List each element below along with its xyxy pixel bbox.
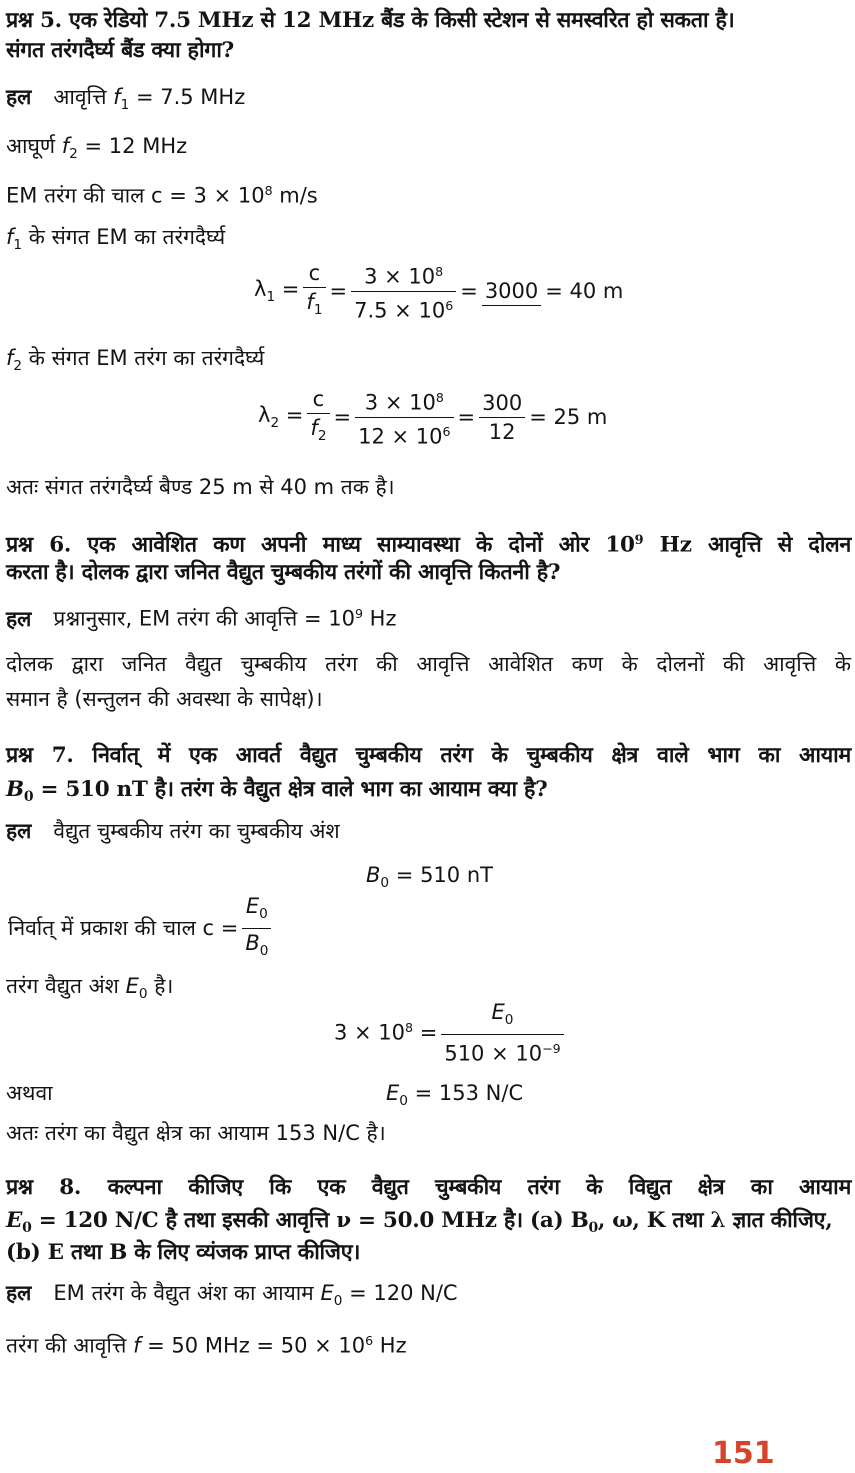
num-exp: 8: [435, 264, 444, 279]
b-sub: 0: [23, 788, 34, 805]
frac-num: c: [307, 385, 329, 414]
eq-lhs-exp: 8: [405, 1020, 414, 1036]
lambda1-fraction2: [482, 277, 541, 306]
solution-label: हल: [6, 1280, 32, 1305]
q8-title-line2: [6, 1208, 832, 1241]
f-symbol: f: [6, 225, 14, 249]
solution-label: हल: [6, 605, 32, 631]
f1-value: = 7.5 MHz: [135, 85, 246, 109]
den-text: 12 × 10: [358, 424, 443, 449]
b-symbol: B: [6, 777, 24, 802]
lambda2-fraction: [355, 384, 453, 450]
q5-f1-wavelength-heading: $f_1$ के संगत EM का तरंगदैर्घ्य: [6, 225, 226, 253]
eq-den: 510 × 10: [444, 1041, 543, 1066]
frac-num: [441, 998, 563, 1035]
q6-ans1-text: प्रश्नानुसार, EM तरंग की आवृत्ति = 10: [53, 606, 355, 631]
q6-answer-line3: समान है (सन्तुलन की अवस्था के सापेक्ष)।: [6, 687, 323, 711]
frac-den: [307, 414, 329, 450]
den-exp: 6: [445, 297, 454, 313]
e-symbol: E: [386, 1081, 400, 1105]
q8-ans2-value: = 50 MHz = 50 × 10: [140, 1333, 366, 1358]
elec-text: तरंग वैद्युत अंश: [6, 974, 119, 998]
b0-value: = 510 nT: [395, 863, 493, 887]
q7-electric-part: [6, 973, 173, 1007]
b-symbol: B: [245, 930, 260, 955]
e-symbol: E: [491, 1000, 505, 1024]
f-symbol: f: [61, 134, 70, 158]
q7-answer-line1: [6, 818, 340, 844]
frac-num: [242, 892, 271, 929]
lambda2-equation: $\lambda_2$ = $\frac{c}{f_2}$ = $\frac{3 \times 10^8}{12 \times 10^6}$ = $\frac{300}{12}$ = 25 m: [256, 384, 609, 450]
lambda-symbol: λ: [258, 403, 271, 428]
solution-label: हल: [6, 84, 32, 109]
lambda-sub: 2: [270, 414, 280, 431]
q8-ans1-text: EM तरंग के वैद्युत अंश का आयाम: [53, 1281, 314, 1305]
lambda1-result: = 40 m: [545, 279, 624, 304]
den-text: 7.5 × 10: [354, 298, 446, 323]
frac-den: 12: [488, 419, 516, 444]
e0-value: = 153 N/C: [414, 1081, 524, 1105]
q8-ans2-text: तरंग की आवृत्ति: [6, 1333, 127, 1358]
q7-b0-equation: [366, 862, 493, 896]
e-sub: 0: [504, 1011, 514, 1028]
b-sub: 0: [259, 942, 269, 959]
q6-ans1-exp: 9: [354, 606, 363, 621]
speed-unit: m/s: [272, 183, 318, 208]
q5-conclusion: अतः संगत तरंगदैर्घ्य बैण्ड 25 m से 40 m तक है।: [6, 475, 395, 499]
e0-over-510n: [441, 998, 563, 1067]
f2-wavelength-text: के संगत EM तरंग का तरंगदैर्घ्य: [28, 346, 265, 370]
den-exp: 6: [442, 423, 451, 439]
q6-answer-line2: दोलक द्वारा जनित वैद्युत चुम्बकीय तरंग की आवृत्ति आवेशित कण के दोलनों की आवृत्ति के: [6, 652, 851, 676]
q6-title-line1: [6, 528, 851, 559]
q5-f2-wavelength-heading: $f_2$ के संगत EM तरंग का तरंगदैर्घ्य: [6, 346, 265, 374]
q6-line1-b: Hz आवृत्ति से दोलन: [643, 532, 851, 558]
eq-den-exp: −9: [542, 1040, 561, 1056]
eq-lhs: 3 × 10: [334, 1020, 406, 1045]
e-sub: 0: [138, 985, 148, 1002]
num-text: 3 × 10: [364, 390, 436, 415]
e-sub: 0: [399, 1092, 408, 1109]
speed-text: निर्वात् में प्रकाश की चाल c =: [8, 916, 239, 941]
f-symbol: f: [306, 289, 314, 314]
q5-title-line2: संगत तरंगदैर्घ्य बैंड क्या होगा?: [6, 38, 234, 63]
b-sub: 0: [588, 1219, 598, 1236]
q7-speed-equation: [6, 892, 273, 965]
f-sub: 1: [313, 301, 323, 318]
e-symbol: E: [320, 1281, 334, 1305]
q7-title-line1: प्रश्न 7. निर्वात् में एक आवर्त वैद्युत चुम्बकीय तरंग के चुम्बकीय क्षेत्र वाले भाग का आयाम: [6, 743, 851, 768]
e-sub: 0: [333, 1292, 343, 1309]
q7-main-equation: $3 \times 10^8$ = $\frac{E_0}{510 \times 10^{-9}}$: [332, 998, 566, 1067]
e-symbol: E: [6, 1208, 23, 1233]
frac-den: [355, 418, 453, 451]
q7-title-line2: [6, 777, 547, 810]
e-sub: 0: [22, 1219, 32, 1236]
q6-title-line2: करता है। दोलक द्वारा जनित वैद्युत चुम्बकीय तरंगों की आवृत्ति कितनी है?: [6, 560, 561, 585]
f-symbol: f: [113, 85, 121, 109]
q6-line1-a: प्रश्न 6. एक आवेशित कण अपनी माध्य साम्यावस्था के दोनों ओर 10: [6, 532, 635, 558]
q8-line2-b: = 120 N/C है तथा इसकी आवृत्ति ν = 50.0 MHz है। (a) B: [31, 1208, 589, 1233]
speed-text: EM तरंग की चाल c = 3 × 10: [6, 183, 265, 208]
frac-num: 300: [479, 389, 525, 418]
lambda2-fraction2: [479, 389, 525, 446]
q6-answer-line1: [6, 601, 397, 632]
q8-line2-c: , ω, K तथा λ ज्ञात कीजिए,: [597, 1208, 833, 1233]
b-symbol: B: [366, 863, 381, 887]
q5-title-line1: प्रश्न 5. एक रेडियो 7.5 MHz से 12 MHz बैंड के किसी स्टेशन से समस्वरित हो सकता है।: [6, 8, 735, 33]
f-symbol: f: [310, 415, 318, 440]
q7-athva: अथवा: [6, 1081, 53, 1105]
q8-ans2-unit: Hz: [373, 1333, 407, 1358]
q7-e0-result: [386, 1080, 523, 1114]
c-over-f1: [303, 259, 325, 324]
q6-line1-exp: 9: [634, 533, 644, 548]
e-symbol: E: [125, 974, 139, 998]
frac-den: [441, 1035, 563, 1068]
lambda-sub: 1: [266, 288, 276, 305]
elec-tail: है।: [154, 974, 174, 998]
q8-title-line1: प्रश्न 8. कल्पना कीजिए कि एक वैद्युत चुम्बकीय तरंग के विद्युत क्षेत्र का आयाम: [6, 1175, 851, 1200]
frac-num: c: [303, 259, 325, 288]
f-symbol: f: [6, 346, 14, 370]
q8-ans1-value: = 120 N/C: [349, 1281, 458, 1305]
solution-label: हल: [6, 818, 32, 843]
lambda1-fraction: [351, 258, 456, 324]
q8-ans2-exp: 6: [365, 1333, 374, 1348]
num-exp: 8: [435, 390, 444, 405]
q5-solution-f1: हल आवृत्ति $f_1 = 7.5$ MHz: [6, 84, 246, 113]
frac-num: [351, 258, 456, 292]
q8-answer-line2: [6, 1328, 407, 1359]
q5-speed-line: [6, 178, 318, 209]
lambda1-equation: $\lambda_1$ = $\frac{c}{f_1}$ = $\frac{3 \times 10^8}{7.5 \times 10^6}$ = 3000 = 40 m: [252, 258, 625, 324]
f2-label: आघूर्ण: [6, 134, 56, 158]
frac-num: 3000: [482, 277, 541, 306]
lambda2-result: = 25 m: [529, 405, 608, 430]
page-number: 151: [712, 1436, 775, 1471]
e0-over-b0: [242, 892, 271, 965]
frac-den: [351, 292, 456, 325]
e-sub: 0: [259, 905, 268, 922]
frac-den: [242, 929, 271, 965]
frac-num: [355, 384, 453, 418]
f1-label: आवृत्ति: [53, 85, 107, 109]
b-sub: 0: [380, 874, 390, 891]
q7-line2-b: = 510 nT है। तरंग के वैद्युत क्षेत्र वाले भाग का आयाम क्या है?: [33, 777, 548, 802]
f2-value: = 12 MHz: [84, 134, 188, 158]
lambda-symbol: λ: [254, 277, 267, 302]
frac-den: [303, 288, 325, 324]
q8-answer-line1: [6, 1280, 458, 1314]
f-sub: 2: [317, 427, 327, 444]
f1-wavelength-text: के संगत EM का तरंगदैर्घ्य: [28, 225, 226, 249]
e-symbol: E: [245, 894, 260, 918]
speed-exp: 8: [264, 183, 273, 198]
c-over-f2: [307, 385, 329, 450]
num-text: 3 × 10: [364, 264, 436, 289]
q6-ans1-unit: Hz: [363, 606, 397, 631]
q7-conclusion: अतः तरंग का वैद्युत क्षेत्र का आयाम 153 N/C है।: [6, 1121, 386, 1145]
f-symbol: f: [133, 1333, 141, 1358]
q7-ans1-text: वैद्युत चुम्बकीय तरंग का चुम्बकीय अंश: [53, 819, 340, 843]
q8-title-line3: (b) E तथा B के लिए व्यंजक प्राप्त कीजिए।: [6, 1240, 361, 1265]
q5-f2-line: आघूर्ण $f_2 = 12$ MHz: [6, 134, 188, 162]
